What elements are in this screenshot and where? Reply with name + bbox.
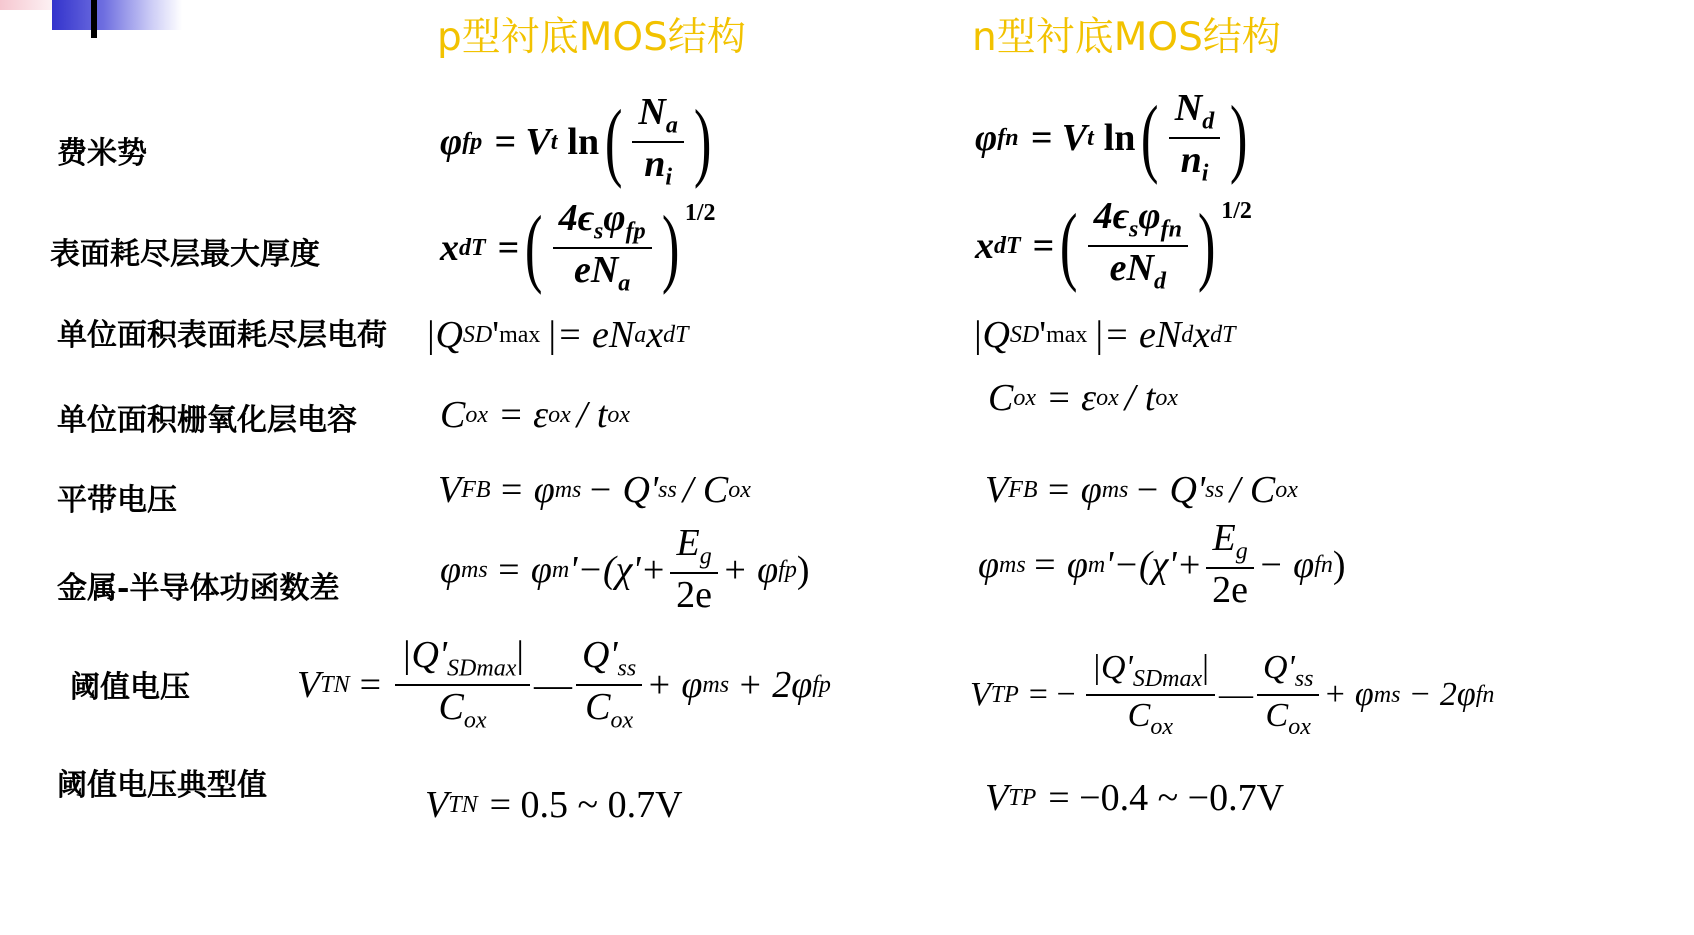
p-column-title: p型衬底MOS结构 (437, 15, 746, 60)
p-eq-fermi: φ fp = V t ln ( $\frac{N_a}{n_i}$ ) (440, 91, 712, 191)
n-eq-threshold-typical: V TP = −0.4 ~ −0.7V (985, 777, 1285, 819)
label-depletion-charge: 单位面积表面耗尽层电荷 (57, 318, 387, 353)
p-eq-cox: C ox = ε ox / t ox (440, 394, 631, 436)
p-eq-phims: φ ms = φ m '−(χ'+ $\frac{E_g}{2e}$ + φ fp ) (440, 522, 810, 616)
n-eq-xdt: x dT = ( $\frac{4\epsilon_s\varphi_{fn}}{eN_d}$ ) 1/2 (975, 195, 1252, 295)
n-eq-fermi: φ fn = V t ln ( $\frac{N_d}{n_i}$ ) (975, 87, 1248, 187)
p-eq-threshold: V TN = $\frac{|Q'_{SDmax}|}{C_{ox}}$ — $\frac{Q'_{ss}}{C_{ox}}$ + φ ms + 2φ fp (297, 634, 831, 734)
p-eq-threshold-typical: V TN = 0.5 ~ 0.7V (425, 784, 683, 826)
corner-accent-blue (52, 0, 182, 30)
label-threshold-voltage: 阈值电压 (70, 670, 190, 705)
label-max-depletion-width: 表面耗尽层最大厚度 (50, 237, 320, 272)
label-oxide-capacitance: 单位面积栅氧化层电容 (57, 403, 357, 438)
p-eq-depletion-charge: |Q SD ' max |= eN a x dT (425, 314, 689, 356)
n-eq-cox: C ox = ε ox / t ox (988, 377, 1179, 419)
p-eq-xdt: x dT = ( $\frac{4\epsilon_s\varphi_{fp}}{eN_a}$ ) 1/2 (440, 197, 716, 297)
n-column-title: n型衬底MOS结构 (972, 15, 1281, 60)
corner-accent-bar (91, 0, 97, 38)
label-flatband-voltage: 平带电压 (57, 483, 177, 518)
label-work-function-diff: 金属-半导体功函数差 (57, 571, 340, 606)
p-eq-vfb: V FB = φ ms − Q' ss / C ox (438, 469, 751, 511)
label-fermi-potential: 费米势 (57, 136, 147, 171)
n-eq-threshold: V TP = − $\frac{|Q'_{SDmax}|}{C_{ox}}$ — $\frac{Q'_{ss}}{C_{ox}}$ + φ ms − 2φ fn (970, 649, 1495, 740)
n-eq-phims: φ ms = φ m '−(χ'+ $\frac{E_g}{2e}$ − φ fn ) (978, 517, 1346, 611)
n-eq-vfb: V FB = φ ms − Q' ss / C ox (985, 469, 1298, 511)
n-eq-depletion-charge: |Q SD ' max |= eN d x dT (972, 314, 1236, 356)
label-threshold-typical: 阈值电压典型值 (57, 768, 267, 803)
